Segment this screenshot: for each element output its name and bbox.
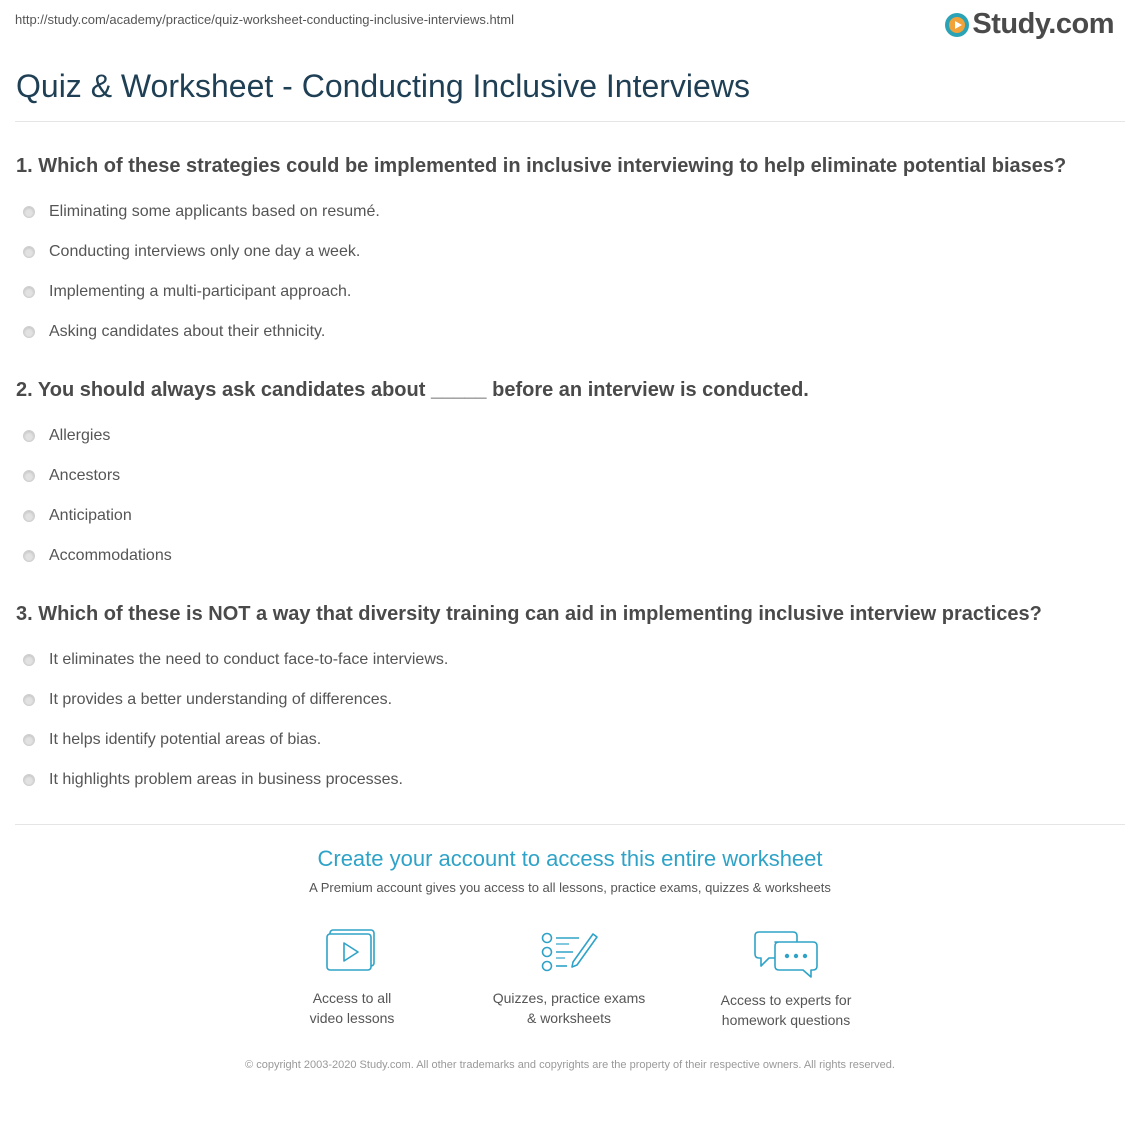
title-divider [15,121,1125,122]
answer-label: Asking candidates about their ethnicity. [49,323,326,340]
question-2 [16,379,1126,576]
copyright-text: © copyright 2003-2020 Study.com. All other trademarks and copyrights are the property of their respective owners. All rights reserved. [245,1059,895,1071]
radio-button[interactable] [23,286,35,298]
answer-label: It provides a better understanding of differences. [49,691,393,708]
answer-label: Implementing a multi-participant approach. [49,283,352,300]
cta-title-link[interactable]: Create your account to access this entire worksheet [317,846,823,871]
page-url: http://study.com/academy/practice/quiz-worksheet-conducting-inclusive-interviews.html [15,12,515,27]
answer-option[interactable] [16,312,1126,352]
answer-option[interactable] [16,416,1126,456]
answer-option[interactable] [16,760,1126,800]
answer-label: Eliminating some applicants based on resumé. [49,203,380,220]
answer-option[interactable] [16,456,1126,496]
question-text: 3. Which of these is NOT a way that diversity training can aid in implementing inclusive interview practices? [16,603,1042,625]
answer-option[interactable] [16,680,1126,720]
feature-experts [686,928,886,1030]
feature-line: video lessons [309,1010,395,1026]
question-text: 1. Which of these strategies could be implemented in inclusive interviewing to help eliminate potential biases? [16,155,1067,177]
radio-button[interactable] [23,774,35,786]
feature-line: Access to experts for [720,992,852,1008]
feature-quizzes [469,928,669,1028]
radio-button[interactable] [23,206,35,218]
study-logo-icon [945,13,969,37]
answer-label: It eliminates the need to conduct face-to-face interviews. [49,651,449,668]
answer-label: It highlights problem areas in business processes. [49,771,403,788]
top-bar [0,0,1140,50]
answer-label: Conducting interviews only one day a week. [49,243,361,260]
answer-label: Accommodations [49,547,172,564]
quiz-checklist-icon [539,928,599,976]
answer-option[interactable] [16,720,1126,760]
answer-option[interactable] [16,272,1126,312]
answer-option[interactable] [16,536,1126,576]
page-title: Quiz & Worksheet - Conducting Inclusive Interviews [16,68,750,104]
radio-button[interactable] [23,550,35,562]
answer-label: Allergies [49,427,111,444]
answer-label: Anticipation [49,507,132,524]
answer-label: It helps identify potential areas of bias. [49,731,322,748]
radio-button[interactable] [23,734,35,746]
radio-button[interactable] [23,326,35,338]
feature-line: & worksheets [526,1010,612,1026]
answer-label: Ancestors [49,467,121,484]
answer-option[interactable] [16,232,1126,272]
feature-line: Quizzes, practice exams [492,990,646,1006]
radio-button[interactable] [23,246,35,258]
chat-bubbles-icon [753,928,819,978]
feature-line: homework questions [721,1012,851,1028]
premium-cta [0,846,1140,895]
logo-text: Study.com [972,8,1114,40]
radio-button[interactable] [23,654,35,666]
cta-subtitle: A Premium account gives you access to all lessons, practice exams, quizzes & worksheets [309,880,831,895]
answer-option[interactable] [16,640,1126,680]
radio-button[interactable] [23,694,35,706]
question-1 [16,155,1126,352]
question-3 [16,603,1126,800]
answer-option[interactable] [16,496,1126,536]
cta-divider [15,824,1125,825]
radio-button[interactable] [23,510,35,522]
video-lesson-icon [324,928,380,976]
radio-button[interactable] [23,430,35,442]
radio-button[interactable] [23,470,35,482]
answer-option[interactable] [16,192,1126,232]
study-logo[interactable] [945,8,1114,41]
feature-line: Access to all [312,990,392,1006]
question-text: 2. You should always ask candidates about _____ before an interview is conducted. [16,379,809,401]
feature-video-lessons [252,928,452,1028]
